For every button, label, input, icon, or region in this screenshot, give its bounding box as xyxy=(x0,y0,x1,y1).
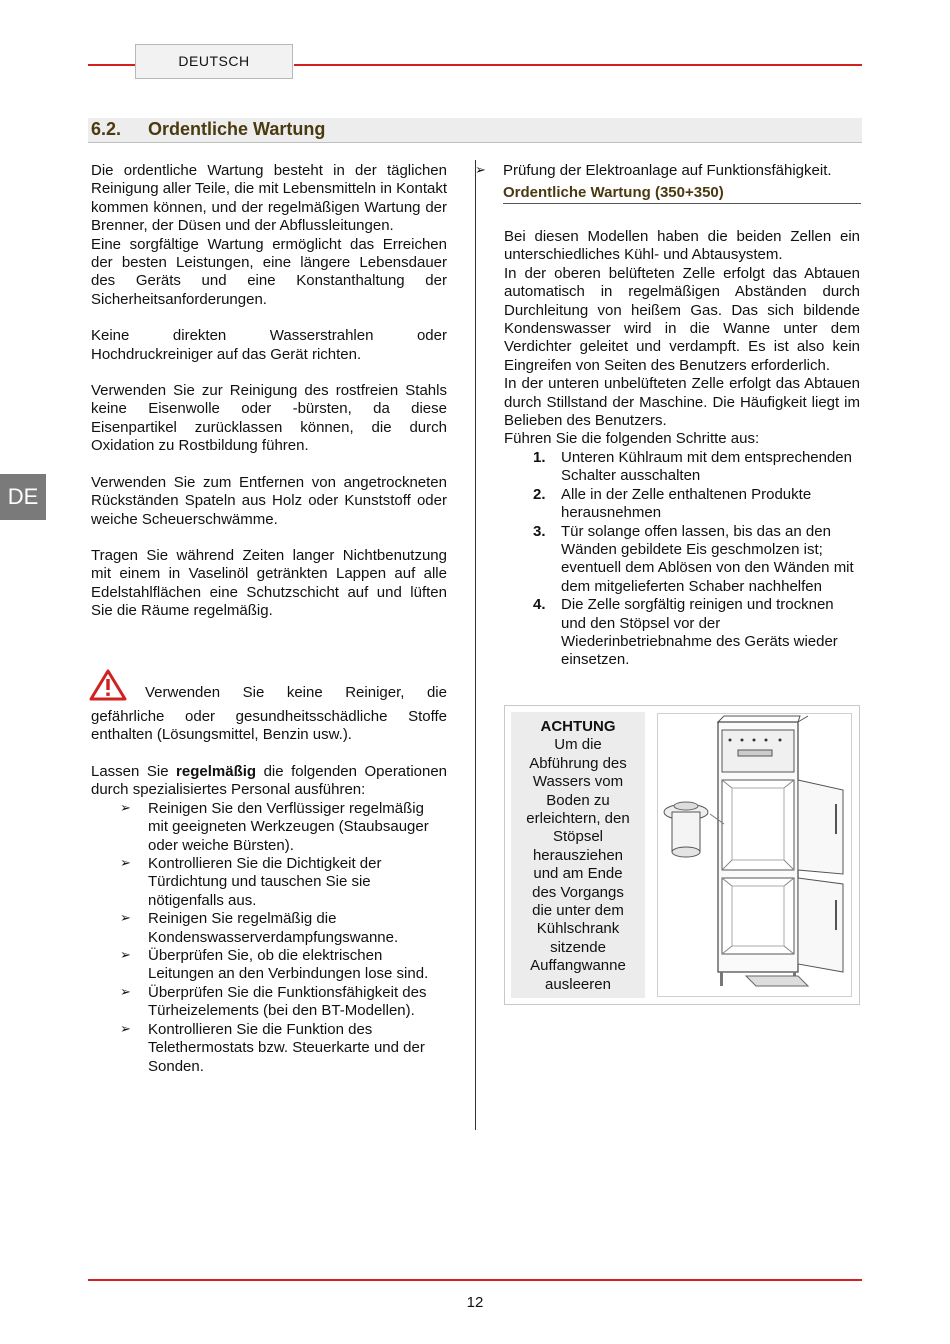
paragraph-spatulas: Verwenden Sie zum Entfernen von angetrockneten Rückständen Spateln aus Holz oder Kunststoff oder weiche Scheuerschwämme. xyxy=(91,473,447,528)
list-item: ➢ Überprüfen Sie, ob die elektrischen Leitungen an den Verbindungen lose sind. xyxy=(120,947,429,983)
right-column xyxy=(504,228,860,670)
list-item: ➢ Reinigen Sie den Verflüssiger regelmäßig mit geeigneten Werkzeugen (Staubsauger oder weiche Bürsten). xyxy=(120,799,429,854)
warning-text: gefährliche oder gesundheitsschädliche Stoffe enthalten (Lösungsmittel, Benzin usw.). xyxy=(91,708,447,744)
column-divider xyxy=(475,160,476,1130)
paragraph-no-steel-wool: Verwenden Sie zur Reinigung des rostfreien Stahls keine Eisenwolle oder -bürsten, da diese Eisenpartikel zurücklassen können, die durch Oxidation zu Rostbildung führen. xyxy=(91,382,447,455)
paragraph-two-cells: Bei diesen Modellen haben die beiden Zellen ein unterschiedliches Kühl- und Abtausystem. xyxy=(504,228,860,264)
language-label: DEUTSCH xyxy=(135,44,293,79)
paragraph-no-water-jets: Keine direkten Wasserstrahlen oder Hochdruckreiniger auf das Gerät richten. xyxy=(91,327,447,363)
paragraph-lower-cell: In der unteren unbelüfteten Zelle erfolgt das Abtauen durch Stillstand der Maschine. Die Häufigkeit liegt im Belieben des Benutzers. xyxy=(504,375,860,430)
list-item: 3. Tür solange offen lassen, bis das an den Wänden gebildete Eis geschmolzen ist; eventuell dem Ablösen von den Wänden mit dem mitgelieferten Schaber nachhelfen xyxy=(533,522,854,595)
paragraph-long-disuse: Tragen Sie während Zeiten langer Nichtbenutzung mit einem in Vaselinöl getränkten Lappen auf alle Edelstahlflächen eine Schutzschicht auf und lüften Sie die Räume regelmäßig. xyxy=(91,546,447,620)
attention-text-panel xyxy=(511,712,645,998)
left-column-lower xyxy=(91,763,447,1076)
list-item: ➢ Reinigen Sie regelmäßig die Kondenswasserverdampfungswanne. xyxy=(120,910,399,946)
arrow-bullet-icon: ➢ xyxy=(120,1021,131,1037)
page-number: 12 xyxy=(466,1294,484,1311)
paragraph-benefits: Eine sorgfältige Wartung ermöglicht das Erreichen der besten Leistungen, eine längere Lebensdauer des Geräts und eine Konstanthaltung der Sicherheitsanforderungen. xyxy=(91,235,447,308)
arrow-bullet-icon: ➢ xyxy=(120,948,131,964)
subheading-350: Ordentliche Wartung (350+350) xyxy=(503,184,861,204)
fridge-illustration xyxy=(657,713,852,997)
arrow-bullet-icon: ➢ xyxy=(120,984,131,1000)
list-item: ➢ Kontrollieren Sie die Funktion des Telethermostats bzw. Steuerkarte und der Sonden. xyxy=(120,1020,425,1075)
steps-list xyxy=(504,449,860,670)
list-item: ➢ Kontrollieren Sie die Dichtigkeit der Türdichtung und tauschen Sie sie nötigenfalls aus. xyxy=(120,855,382,909)
section-title: Ordentliche Wartung xyxy=(148,119,326,139)
header-rule-right xyxy=(294,64,862,66)
list-item: ➢ Überprüfen Sie die Funktionsfähigkeit des Türheizelements (bei den BT-Modellen). xyxy=(120,983,427,1020)
paragraph-steps-intro: Führen Sie die folgenden Schritte aus: xyxy=(504,430,760,448)
maintenance-list xyxy=(91,800,447,1076)
arrow-bullet-icon: ➢ xyxy=(120,856,131,872)
header-rule-left xyxy=(88,64,136,66)
warning-first-line: Verwenden Sie keine Reiniger, die xyxy=(145,684,447,701)
arrow-bullet-icon: ➢ xyxy=(120,911,131,927)
arrow-bullet-icon: ➢ xyxy=(475,163,486,178)
section-number: 6.2. xyxy=(91,119,122,139)
attention-title: ACHTUNG xyxy=(540,718,616,735)
paragraph-upper-cell: In der oberen belüfteten Zelle erfolgt das Abtauen automatisch in regelmäßigen Abständen durch Durchleitung von heißem Gas. Das sich bildende Kondenswasser wird in die Wanne unter dem Verdichter geleitet und verdampft. Es ist also kein Eingreifen von Seiten des Benutzers erforderlich. xyxy=(504,264,860,374)
list-item: 4. Die Zelle sorgfältig reinigen und trocknen und den Stöpsel vor der Wiederinbetriebnahme des Geräts wieder einsetzen. xyxy=(533,596,838,669)
attention-text: Um die Abführung des Wassers vom Boden zu erleichtern, den Stöpsel herausziehen und am Ende des Vorgangs die unter dem Kühlschrank sitzende Auffangwanne ausleeren xyxy=(526,736,630,993)
list-item: ➢ Prüfung der Elektroanlage auf Funktionsfähigkeit. xyxy=(475,162,832,179)
warning-triangle-icon xyxy=(89,669,127,701)
arrow-bullet-icon: ➢ xyxy=(120,800,131,816)
right-top-bullet xyxy=(475,162,865,180)
paragraph-specialists: Lassen Sie regelmäßig die folgenden Operationen durch spezialisiertes Personal ausführen: xyxy=(91,763,448,799)
list-item: 2. Alle in der Zelle enthaltenen Produkte herausnehmen xyxy=(533,485,812,522)
left-column xyxy=(91,162,447,621)
list-item: 1. Unteren Kühlraum mit dem entsprechenden Schalter ausschalten xyxy=(533,448,852,485)
footer-rule xyxy=(88,1279,862,1281)
paragraph-intro: Die ordentliche Wartung besteht in der täglichen Reinigung aller Teile, die mit Lebensmitteln in Kontakt kommen können, und der regelmäßigen Wartung der Brenner, der Düsen und der Abflussleitungen. xyxy=(91,162,447,235)
language-side-tab: DE xyxy=(0,474,46,520)
